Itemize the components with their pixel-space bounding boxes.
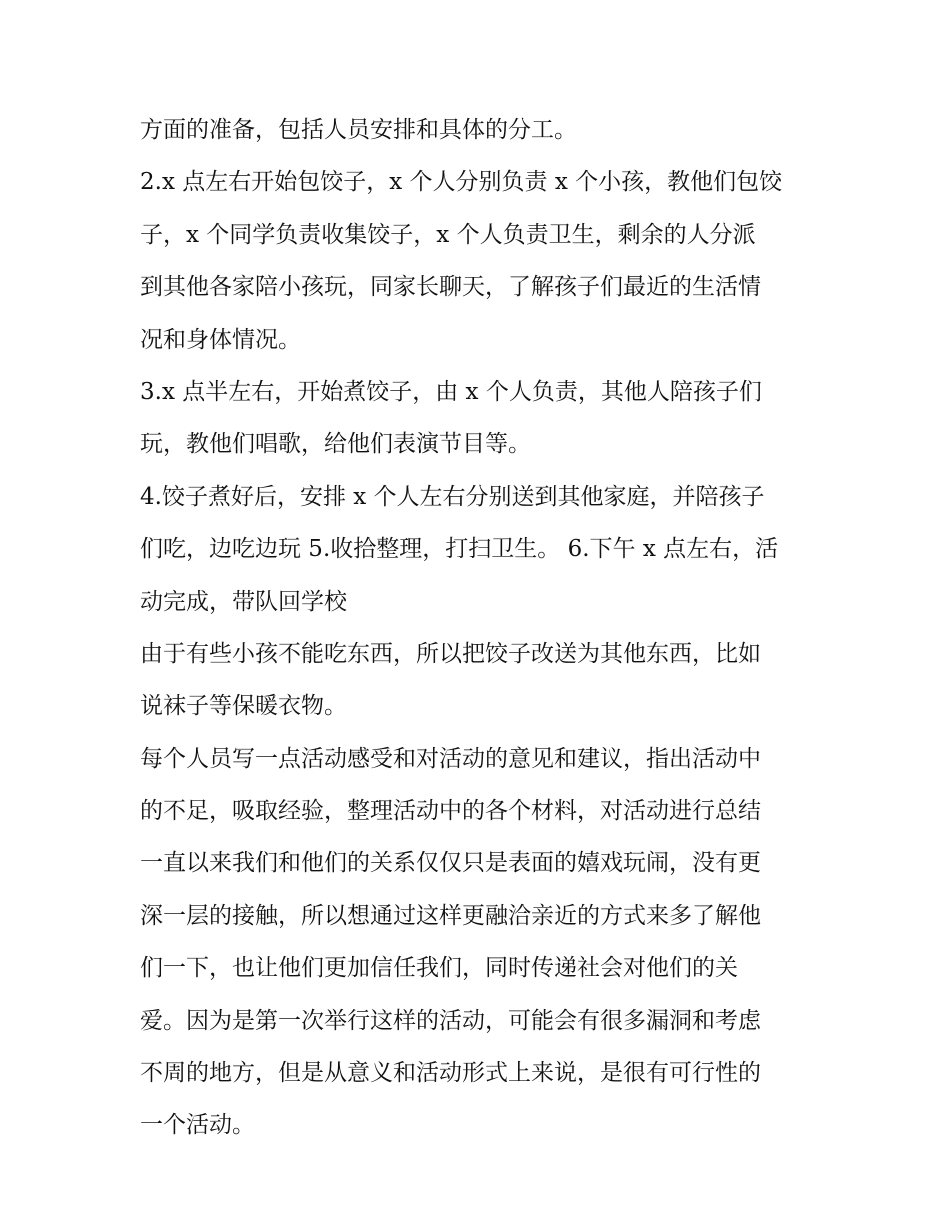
text-line: 子，x 个同学负责收集饺子，x 个人负责卫生，剩余的人分派 (140, 221, 756, 248)
text-line: 不周的地方，但是从意义和活动形式上来说，是很有可行性的 (140, 1060, 761, 1087)
text-line: 一个活动。 (140, 1112, 255, 1139)
text-line: 爱。因为是第一次举行这样的活动，可能会有很多漏洞和考虑 (140, 1007, 761, 1034)
text-line: 深一层的接触，所以想通过这样更融洽亲近的方式来多了解他 (140, 902, 761, 929)
document-body (140, 104, 820, 1152)
text-line: 由于有些小孩不能吃东西，所以把饺子改送为其他东西，比如 (140, 640, 761, 667)
text-line: 动完成，带队回学校 (140, 588, 347, 615)
text-line: 况和身体情况。 (140, 326, 301, 353)
text-line: 2.x 点左右开始包饺子，x 个人分别负责 x 个小孩，教他们包饺 (140, 169, 783, 196)
text-line: 方面的准备，包括人员安排和具体的分工。 (140, 117, 577, 143)
text-line: 说袜子等保暖衣物。 (140, 693, 347, 720)
text-line: 每个人员写一点活动感受和对活动的意见和建议，指出活动中 (140, 745, 761, 772)
text-line: 们一下，也让他们更加信任我们，同时传递社会对他们的关 (140, 955, 738, 982)
text-line: 4.饺子煮好后，安排 x 个人左右分别送到其他家庭，并陪孩子 (140, 483, 765, 510)
text-line: 一直以来我们和他们的关系仅仅只是表面的嬉戏玩闹，没有更 (140, 850, 761, 877)
text-line: 们吃，边吃边玩 5.收拾整理，打扫卫生。 6.下午 x 点左右，活 (140, 536, 779, 563)
text-line: 的不足，吸取经验，整理活动中的各个材料，对活动进行总结 (140, 798, 761, 825)
text-line: 到其他各家陪小孩玩，同家长聊天，了解孩子们最近的生活情 (140, 274, 761, 301)
text-line: 玩，教他们唱歌，给他们表演节目等。 (140, 431, 531, 458)
text-line: 3.x 点半左右，开始煮饺子，由 x 个人负责，其他人陪孩子们 (140, 378, 762, 405)
